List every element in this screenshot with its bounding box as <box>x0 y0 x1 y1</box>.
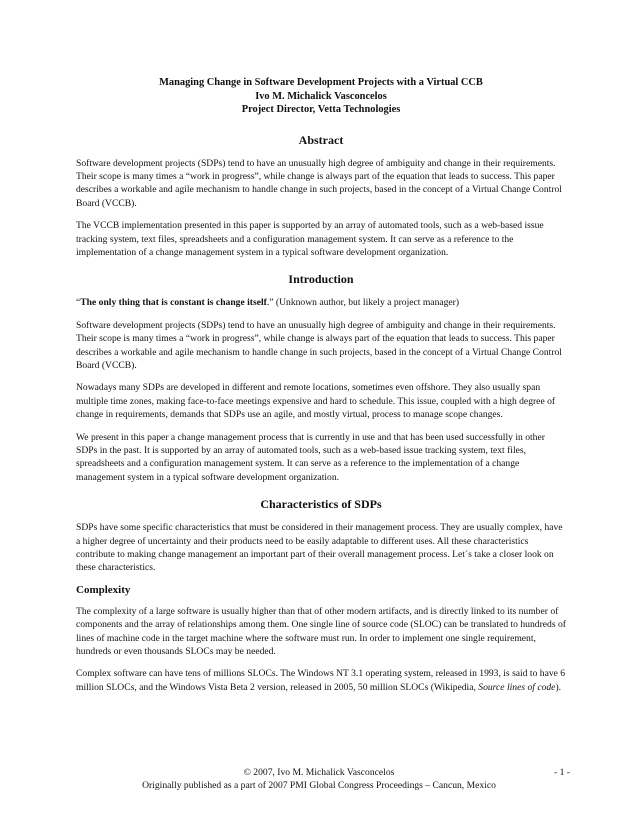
characteristics-heading: Characteristics of SDPs <box>260 497 382 512</box>
complexity-paragraph-2 <box>76 667 566 694</box>
introduction-heading: Introduction <box>288 272 354 287</box>
abstract-paragraph-2: The VCCB implementation presented in this paper is supported by an array of automated tools, such as a web-based issue tracking system, text files, spreadsheets and a configuration management system. It can serve as a reference to the implementation of a change management system in a typical software development organization. <box>76 220 544 258</box>
complexity-heading: Complexity <box>76 583 131 596</box>
paper-page <box>76 76 566 694</box>
citation-title: Source lines of code <box>478 681 556 693</box>
complexity-p2-end: ). <box>555 681 562 693</box>
introduction-quote <box>76 296 566 309</box>
quote-open-mark: “ <box>76 297 81 309</box>
abstract-heading: Abstract <box>298 132 344 147</box>
footer-copyright: © 2007, Ivo M. Michalick Vasconcelos <box>243 767 395 778</box>
author-name: Ivo M. Michalick Vasconcelos <box>255 90 387 102</box>
quote-text: The only thing that is constant is change itself <box>80 297 267 309</box>
footer-publication: Originally published as a part of 2007 PMI Global Congress Proceedings – Cancun, Mexico <box>142 780 496 791</box>
characteristics-paragraph-1: SDPs have some specific characteristics that must be considered in their management process. They are usually complex, have a higher degree of uncertainty and their products need to be easily adaptable to different uses. All these characteristics contribute to making change management an important part of their overall management process. Let´s take a closer look on these characteristics. <box>76 522 563 574</box>
complexity-paragraph-1: The complexity of a large software is usually higher than that of other modern artifacts, and is directly linked to its number of components and the array of relationships among them. One single line of source code (SLOC) can be translated to hundreds of lines of machine code in the target machine where the software must run. In order to implement one single requirement, hundreds or even thousands SLOCs may be needed. <box>76 605 566 658</box>
page-footer <box>0 766 638 792</box>
abstract-paragraph-1: Software development projects (SDPs) tend to have an unusually high degree of ambiguity and change in their requirements. Their scope is many times a “work in progress”, while change is always part of the equation that leads to success. This paper describes a workable and agile mechanism to handle change in such projects, based in the concept of a Virtual Change Control Board (VCCB). <box>76 157 562 209</box>
quote-attribution: .” (Unknown author, but likely a project manager) <box>266 297 460 309</box>
introduction-paragraph-1: Software development projects (SDPs) tend to have an unusually high degree of ambiguity and change in their requirements. Their scope is many times a “work in progress”, while change is always part of the equation that leads to success. This paper describes a workable and agile mechanism to handle change in such projects, based in the concept of a Virtual Change Control Board (VCCB). <box>76 319 562 371</box>
complexity-p2-text: Complex software can have tens of millions SLOCs. The Windows NT 3.1 operating system, released in 1993, is said to have 6 million SLOCs, and the Windows Vista Beta 2 version, released in 2005, 50 million SLOCs (Wikipedia, <box>76 668 566 693</box>
author-affiliation: Project Director, Vetta Technologies <box>241 104 401 115</box>
introduction-paragraph-3: We present in this paper a change management process that is currently in use and that has been used successfully in other SDPs in the past. It is supported by an array of automated tools, such as a web-based issue tracking system, text files, spreadsheets and a configuration management system. It can serve as a reference to the implementation of a change management system in a typical software development organization. <box>76 431 545 483</box>
paper-title: Managing Change in Software Development Projects with a Virtual CCB <box>159 77 483 88</box>
page-number: - 1 - <box>554 767 570 778</box>
title-block <box>76 76 566 117</box>
introduction-paragraph-2: Nowadays many SDPs are developed in different and remote locations, sometimes even offshore. They also usually span multiple time zones, making face-to-face meetings expensive and hard to schedule. This issue, coupled with a high degree of change in requirements, demands that SDPs use an agile, and mostly virtual, process to manage scope changes. <box>76 382 556 421</box>
